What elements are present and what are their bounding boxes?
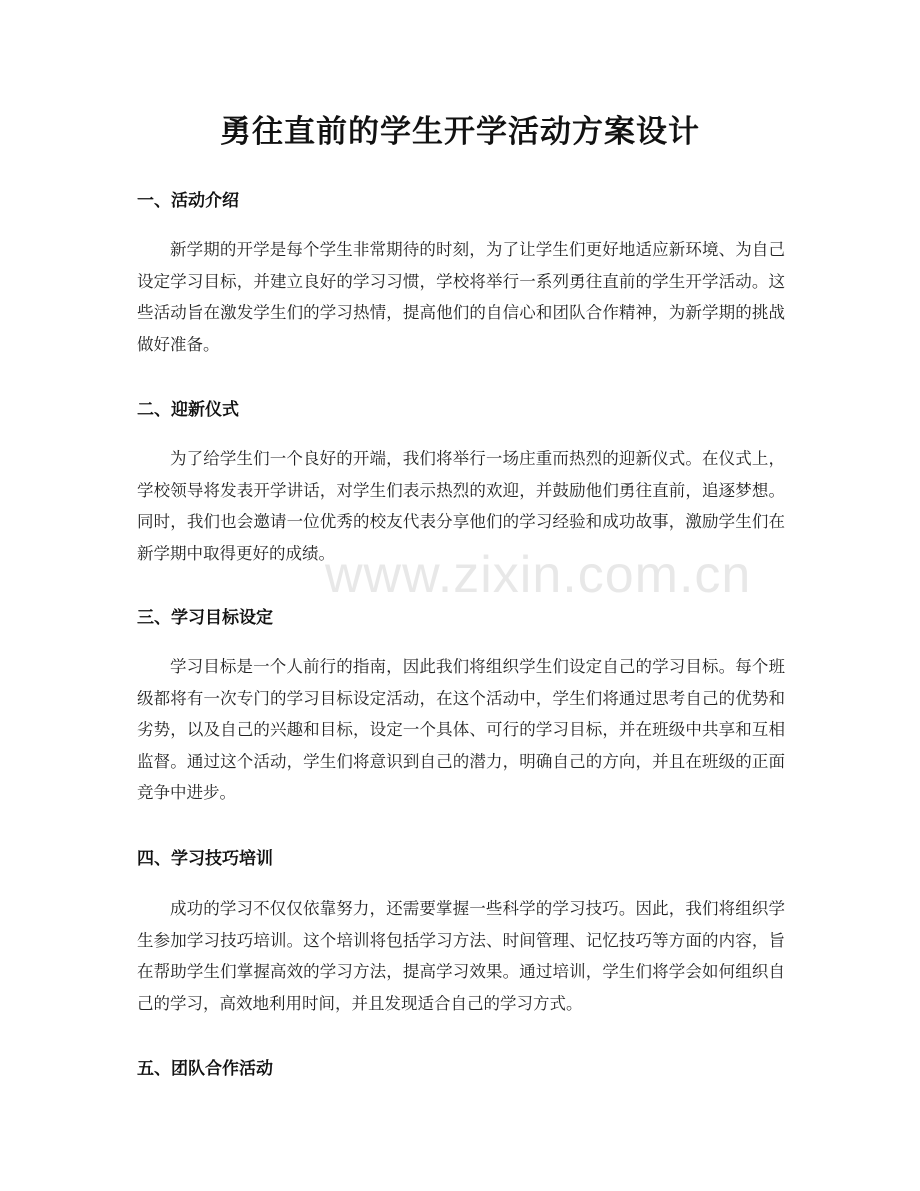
section-heading-5: 五、团队合作活动 bbox=[137, 1059, 273, 1079]
section-paragraph-1: 新学期的开学是每个学生非常期待的时刻，为了让学生们更好地适应新环境、为自己设定学习目标，并建立良好的学习习惯，学校将举行一系列勇往直前的学生开学活动。这些活动旨在激发学生们的学习热情，提高他们的自信心和团队合作精神，为新学期的挑战做好准备。 bbox=[137, 240, 785, 354]
section-paragraph-4: 成功的学习不仅仅依靠努力，还需要掌握一些科学的学习技巧。因此，我们将组织学生参加学习技巧培训。这个培训将包括学习方法、时间管理、记忆技巧等方面的内容，旨在帮助学生们掌握高效的学习方法，提高学习效果。通过培训，学生们将学会如何组织自己的学习，高效地利用时间，并且发现适合自己的学习方式。 bbox=[137, 899, 785, 1013]
section-paragraph-3: 学习目标是一个人前行的指南，因此我们将组织学生们设定自己的学习目标。每个班级都将有一次专门的学习目标设定活动，在这个活动中，学生们将通过思考自己的优势和劣势，以及自己的兴趣和目标，设定一个具体、可行的学习目标，并在班级中共享和互相监督。通过这个活动，学生们将意识到自己的潜力，明确自己的方向，并且在班级的正面竞争中进步。 bbox=[137, 657, 785, 802]
section-heading-2: 二、迎新仪式 bbox=[137, 400, 239, 420]
section-heading-3: 三、学习目标设定 bbox=[137, 608, 273, 628]
watermark: www.zixin.com.cn bbox=[325, 546, 752, 604]
section-paragraph-2: 为了给学生们一个良好的开端，我们将举行一场庄重而热烈的迎新仪式。在仪式上，学校领导将发表开学讲话，对学生们表示热烈的欢迎，并鼓励他们勇往直前，追逐梦想。同时，我们也会邀请一位优秀的校友代表分享他们的学习经验和成功故事，激励学生们在新学期中取得更好的成绩。 bbox=[137, 449, 785, 563]
document-title: 勇往直前的学生开学活动方案设计 bbox=[220, 114, 700, 150]
section-heading-4: 四、学习技巧培训 bbox=[137, 849, 273, 869]
section-heading-1: 一、活动介绍 bbox=[137, 191, 239, 211]
